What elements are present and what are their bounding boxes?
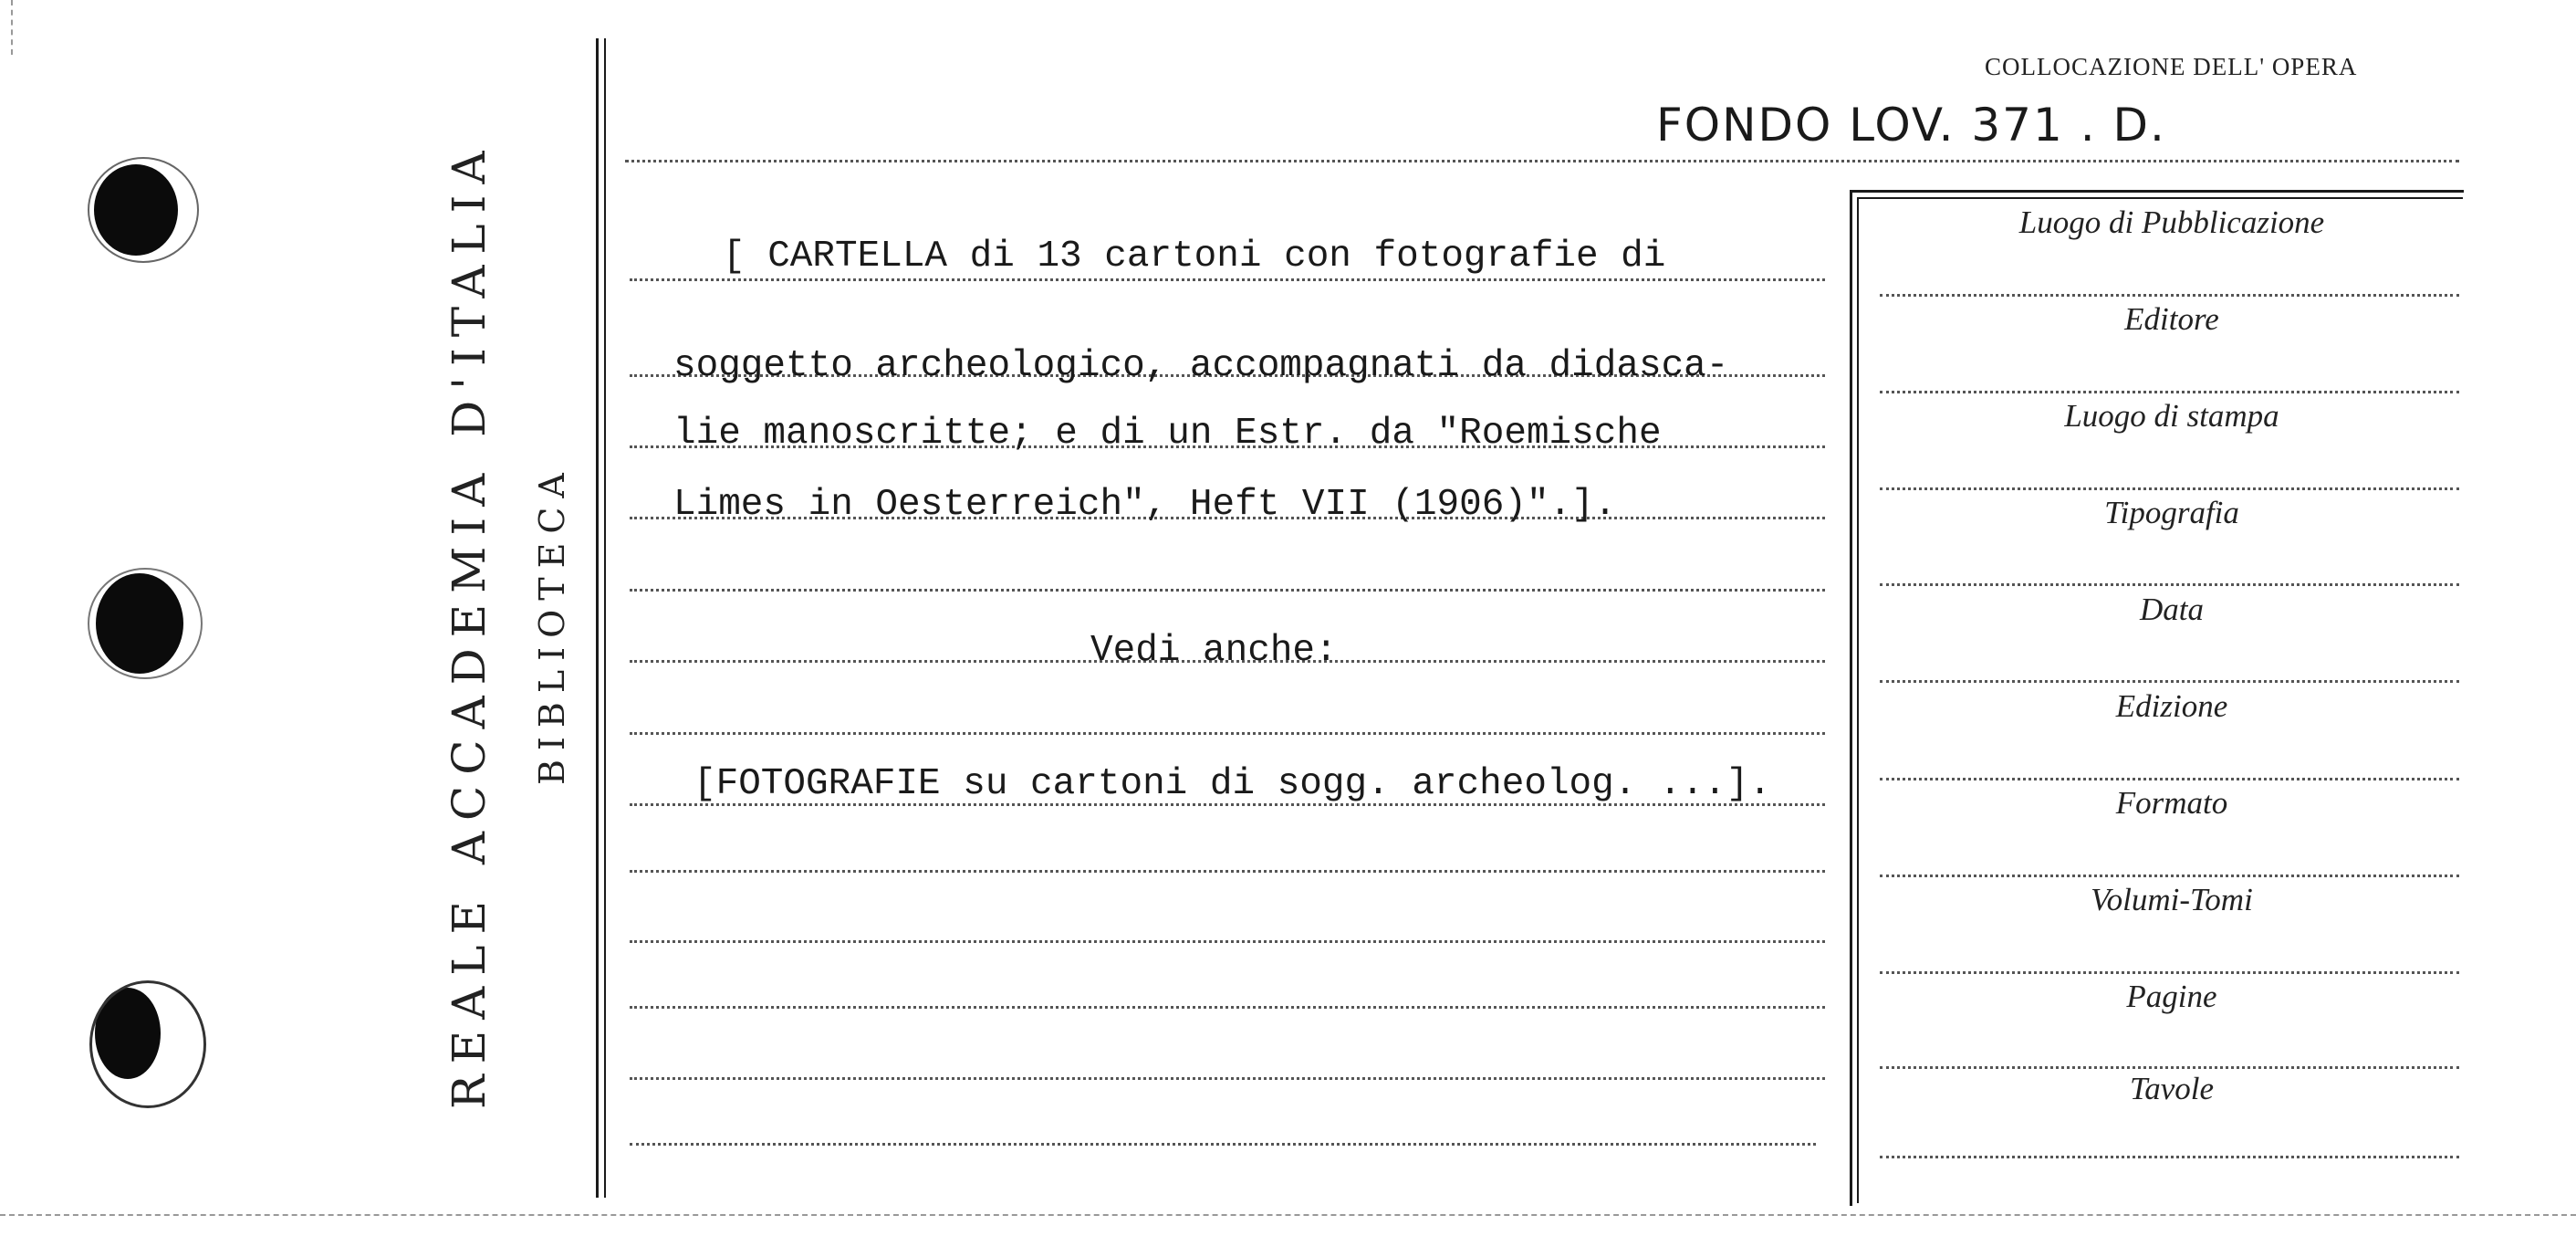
record-line-1: [ CARTELLA di 13 cartoni con fotografie di <box>723 236 1666 278</box>
field-tavole: Tavole <box>2129 1071 2215 1106</box>
field-data: Data <box>2140 592 2204 627</box>
bottom-edge-marks <box>0 1214 2576 1216</box>
field-rule-line <box>1880 391 2459 393</box>
field-rule-line <box>1880 1156 2459 1158</box>
field-rule-line <box>1880 680 2459 683</box>
shelfmark: FONDO LOV. 371 . D. <box>1656 99 2166 152</box>
institution-name: REALE ACCADEMIA D'ITALIA <box>443 140 495 1109</box>
rule-line <box>630 1077 1825 1080</box>
collocation-label: COLLOCAZIONE DELL' OPERA <box>1985 53 2358 80</box>
field-rule-line <box>1880 294 2459 297</box>
rule-line <box>630 732 1825 735</box>
punch-hole-middle-ring <box>88 568 203 679</box>
field-tipografia: Tipografia <box>2104 495 2239 530</box>
left-edge-marks <box>11 0 13 55</box>
record-line-2: soggetto archeologico, accompagnati da didasca- <box>673 345 1729 387</box>
field-luogo-stampa: Luogo di stampa <box>2064 398 2279 434</box>
rule-line <box>630 1143 1816 1146</box>
field-rule-line <box>1880 583 2459 586</box>
rule-line <box>625 160 2459 162</box>
left-rule-outer <box>596 38 599 1198</box>
field-editore: Editore <box>2124 301 2219 337</box>
rule-line <box>630 940 1825 943</box>
field-pagine: Pagine <box>2126 979 2217 1014</box>
punch-hole-top-ring <box>88 157 199 263</box>
field-rule-line <box>1880 487 2459 490</box>
field-formato: Formato <box>2115 785 2228 821</box>
field-rule-line <box>1880 875 2459 877</box>
field-rule-line <box>1880 778 2459 780</box>
field-luogo-pubblicazione: Luogo di Pubblicazione <box>2018 204 2325 240</box>
field-rule-line <box>1880 971 2459 974</box>
field-rule-line <box>1880 1066 2459 1069</box>
punch-hole-bottom-ring <box>89 980 206 1108</box>
left-rule-inner <box>604 38 606 1198</box>
see-also-entry: [FOTOGRAFIE su cartoni di sogg. archeolog. ...]. <box>694 763 1771 805</box>
rule-line <box>630 870 1825 873</box>
rule-line <box>630 1006 1825 1009</box>
rule-line <box>630 278 1825 281</box>
record-line-3: lie manoscritte; e di un Estr. da "Roemische <box>673 413 1662 455</box>
field-volumi-tomi: Volumi-Tomi <box>2091 882 2253 917</box>
rule-line <box>630 589 1825 592</box>
institution-department: BIBLIOTECA <box>532 464 572 785</box>
field-edizione: Edizione <box>2115 688 2228 724</box>
record-line-4: Limes in Oesterreich", Heft VII (1906)".]. <box>673 484 1617 526</box>
see-also-label: Vedi anche: <box>1090 630 1338 672</box>
